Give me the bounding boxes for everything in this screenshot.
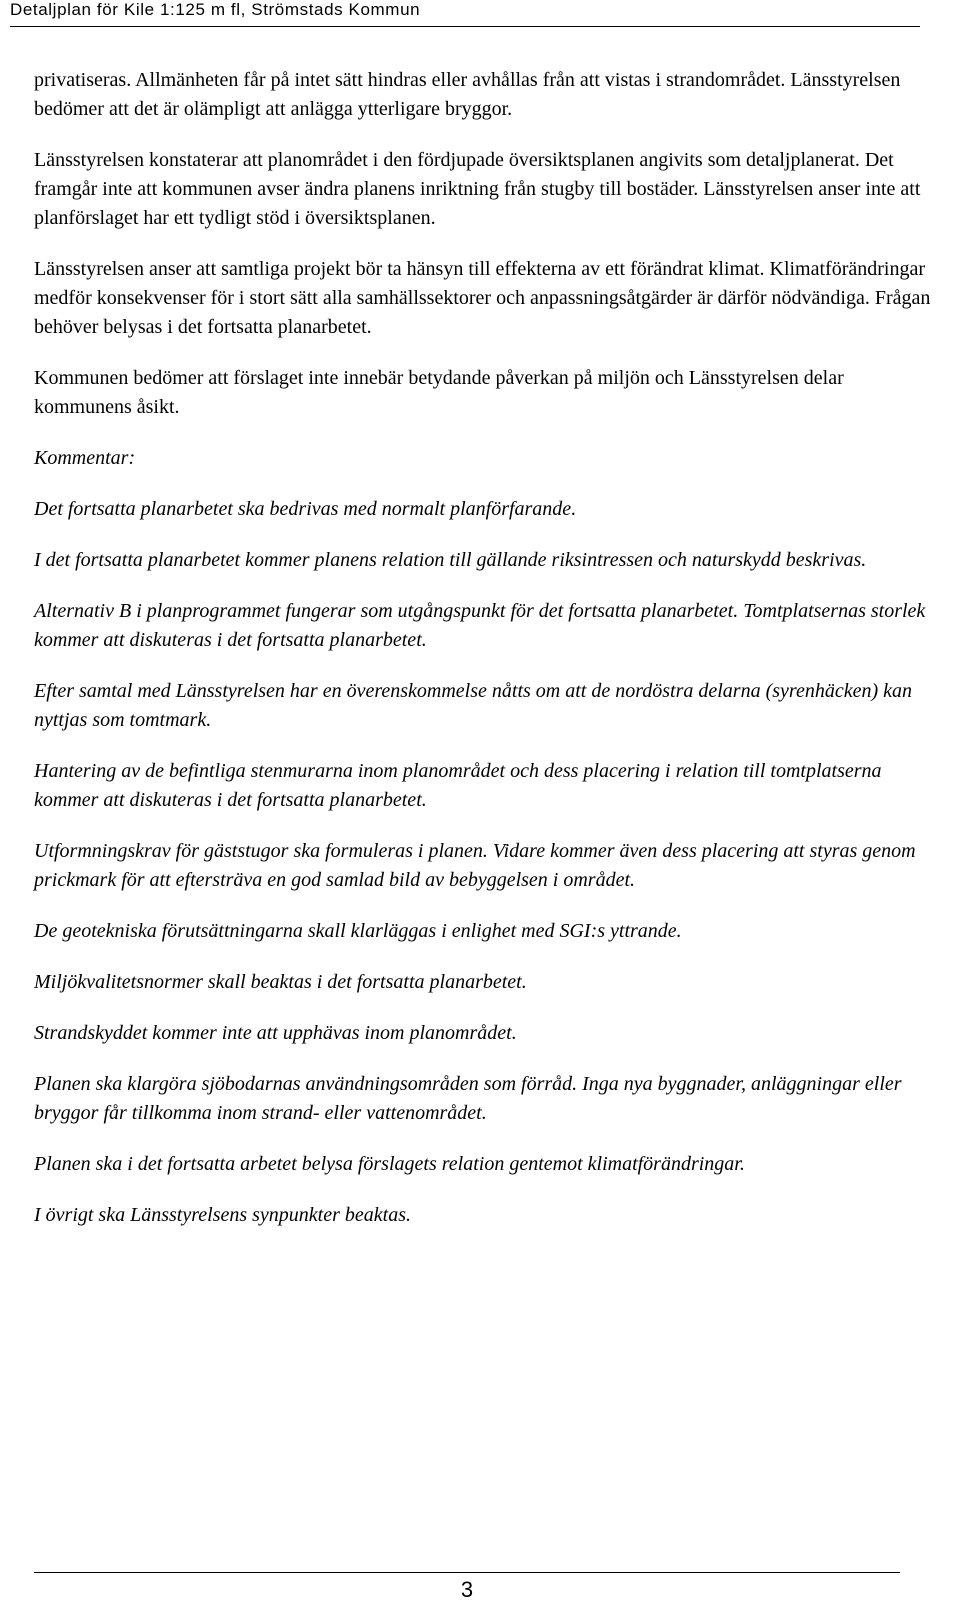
document-title: Detaljplan för Kile 1:125 m fl, Strömstads Kommun — [10, 0, 421, 19]
comment-paragraph-12: I övrigt ska Länsstyrelsens synpunkter beaktas. — [34, 1204, 411, 1226]
comment-paragraph-2: I det fortsatta planarbetet kommer planens relation till gällande riksintressen och naturskydd beskrivas. — [34, 549, 867, 571]
comment-heading: Kommentar: — [34, 447, 136, 469]
comment-paragraph-6: Utformningskrav för gäststugor ska formuleras i planen. Vidare kommer även dess placering att styras genom prickmark för att eftersträva en god samlad bild av bebyggelsen i området. — [34, 840, 916, 891]
comment-paragraph-5: Hantering av de befintliga stenmurarna inom planområdet och dess placering i relation till tomtplatserna kommer att diskuteras i det fortsatta planarbetet. — [34, 760, 882, 811]
comment-paragraph-9: Strandskyddet kommer inte att upphävas inom planområdet. — [34, 1022, 517, 1044]
comment-paragraph-10: Planen ska klargöra sjöbodarnas användningsområden som förråd. Inga nya byggnader, anläggningar eller bryggor får tillkomma inom strand- eller vattenområdet. — [34, 1073, 902, 1124]
page-header — [10, 0, 920, 27]
body-paragraph-1: privatiseras. Allmänheten får på intet sätt hindras eller avhållas från att vistas i strandområdet. Länsstyrelsen bedömer att det är olämpligt att anlägga ytterligare bryggor. — [34, 69, 901, 120]
document-body — [34, 66, 946, 1252]
comment-paragraph-7: De geotekniska förutsättningarna skall klarläggas i enlighet med SGI:s yttrande. — [34, 920, 682, 942]
footer-divider — [34, 1572, 900, 1573]
body-paragraph-2: Länsstyrelsen konstaterar att planområdet i den fördjupade översiktsplanen angivits som detaljplanerat. Det framgår inte att kommunen avser ändra planens inriktning från stugby till bostäder. Länsstyrelsen anser inte att planförslaget har ett tydligt stöd i översiktsplanen. — [34, 149, 921, 229]
comment-paragraph-4: Efter samtal med Länsstyrelsen har en överenskommelse nåtts om att de nordöstra delarna (syrenhäcken) kan nyttjas som tomtmark. — [34, 680, 912, 731]
comment-paragraph-3: Alternativ B i planprogrammet fungerar som utgångspunkt för det fortsatta planarbetet. Tomtplatsernas storlek kommer att diskuteras i det fortsatta planarbetet. — [34, 600, 926, 651]
body-paragraph-3: Länsstyrelsen anser att samtliga projekt bör ta hänsyn till effekterna av ett förändrat klimat. Klimatförändringar medför konsekvenser för i stort sätt alla samhällssektorer och anpassningsåtgärder är därför nödvändiga. Frågan behöver belysas i det fortsatta planarbetet. — [34, 258, 931, 338]
comment-paragraph-8: Miljökvalitetsnormer skall beaktas i det fortsatta planarbetet. — [34, 971, 527, 993]
page-number: 3 — [460, 1577, 474, 1602]
comment-paragraph-11: Planen ska i det fortsatta arbetet belysa förslagets relation gentemot klimatförändringar. — [34, 1153, 745, 1175]
body-paragraph-4: Kommunen bedömer att förslaget inte innebär betydande påverkan på miljön och Länsstyrelsen delar kommunens åsikt. — [34, 367, 844, 418]
comment-paragraph-1: Det fortsatta planarbetet ska bedrivas med normalt planförfarande. — [34, 498, 577, 520]
